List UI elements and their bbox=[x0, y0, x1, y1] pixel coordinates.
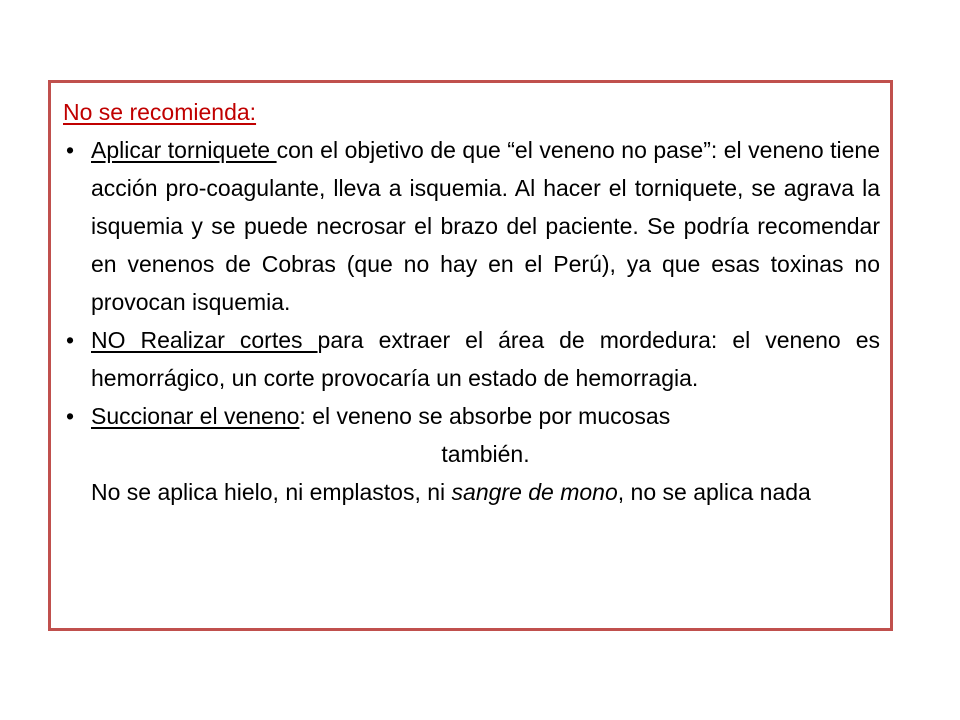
bullet-icon: • bbox=[66, 403, 75, 429]
item-label: Aplicar torniquete bbox=[91, 137, 277, 163]
note-text-start: No se aplica hielo, ni emplastos, ni bbox=[91, 479, 452, 505]
list-item bbox=[63, 131, 880, 321]
item-text: con el objetivo de que “el veneno no pase”: el veneno tiene acción pro-coagulante, lleva a isquemia. Al hacer el torniquete, se agrava la isquemia y se puede necrosar el brazo del paciente. Se podría recomendar en venenos de Cobras (que no hay en el Perú), ya que esas toxinas no provocan isquemia. bbox=[91, 137, 880, 315]
list-item bbox=[63, 321, 880, 397]
closing-note bbox=[63, 473, 880, 511]
item-label: NO Realizar cortes bbox=[91, 327, 318, 353]
item-text: para extraer el área de mordedura: el veneno es hemorrágico, un corte provocaría un estado de hemorragia. bbox=[91, 327, 880, 391]
note-text-end: , no se aplica nada bbox=[617, 479, 811, 505]
item-label: Succionar el veneno bbox=[91, 403, 300, 429]
bullet-icon: • bbox=[66, 137, 75, 163]
recommendation-list bbox=[63, 131, 880, 473]
item-text: : el veneno se absorbe por mucosas bbox=[299, 403, 671, 429]
section-heading: No se recomienda: bbox=[63, 99, 257, 125]
list-item bbox=[63, 397, 880, 473]
content-box bbox=[48, 80, 893, 631]
note-italic-text: sangre de mono bbox=[451, 479, 618, 505]
bullet-icon: • bbox=[66, 327, 75, 353]
item-text-continuation: también. bbox=[441, 441, 530, 467]
